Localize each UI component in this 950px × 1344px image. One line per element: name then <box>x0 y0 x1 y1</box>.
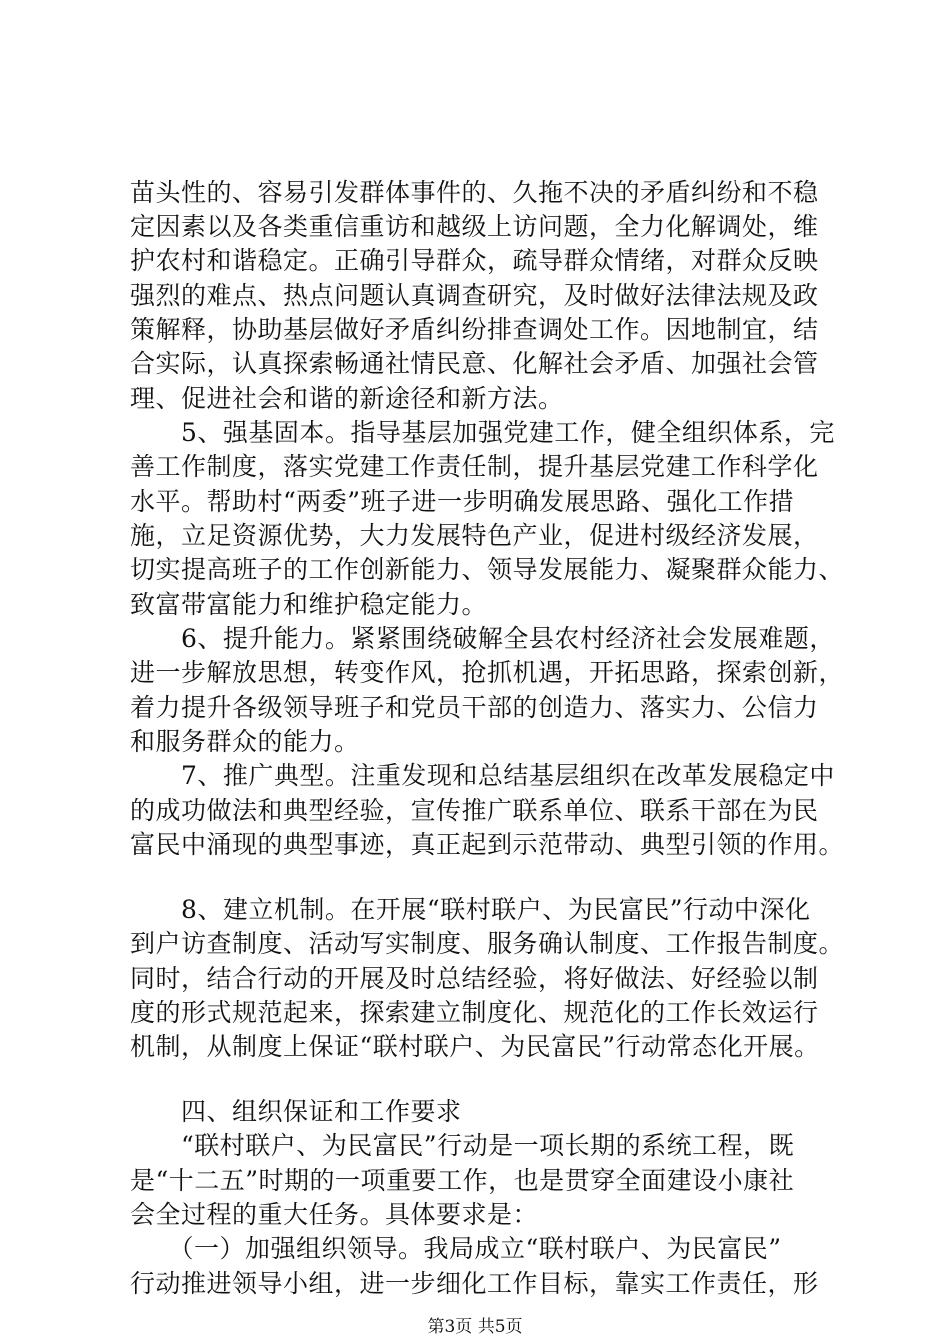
text-line: 切实提高班子的工作创新能力、领导发展能力、凝聚群众能力、 <box>130 555 845 584</box>
text-line: 进一步解放思想，转变作风，抢抓机遇，开拓思路，探索创新， <box>130 658 845 687</box>
text-line: 护农村和谐稳定。正确引导群众，疏导群众情绪，对群众反映 <box>130 246 819 275</box>
text-line: 强烈的难点、热点问题认真调查研究，及时做好法律法规及政 <box>130 281 819 310</box>
text-line: 是“十二五”时期的一项重要工作，也是贯穿全面建设小康社 <box>130 1166 795 1195</box>
text-line: 致富带富能力和维护稳定能力。 <box>130 590 488 619</box>
text-line: 行动推进领导小组，进一步细化工作目标，靠实工作责任，形 <box>130 1269 819 1298</box>
text-line: 度的形式规范起来，探索建立制度化、规范化的工作长效运行 <box>130 998 819 1027</box>
text-line: （一）加强组织领导。我局成立“联村联户、为民富民” <box>130 1234 782 1263</box>
section-heading: 四、组织保证和工作要求 <box>130 1097 462 1126</box>
text-line: 7、推广典型。注重发现和总结基层组织在改革发展稳定中 <box>130 761 835 790</box>
text-line: 机制，从制度上保证“联村联户、为民富民”行动常态化开展。 <box>130 1032 820 1061</box>
text-line: 同时，结合行动的开展及时总结经验，将好做法、好经验以制 <box>130 964 819 993</box>
text-line: 定因素以及各类重信重访和越级上访问题，全力化解调处，维 <box>130 212 819 241</box>
text-line: 理、促进社会和谐的新途径和新方法。 <box>130 384 564 413</box>
text-line: 到户访查制度、活动写实制度、服务确认制度、工作报告制度。 <box>130 929 845 958</box>
text-line: 会全过程的重大任务。具体要求是： <box>130 1200 539 1229</box>
text-line: 水平。帮助村“两委”班子进一步明确发展思路、强化工作措 <box>130 487 795 516</box>
text-line: 8、建立机制。在开展“联村联户、为民富民”行动中深化 <box>130 895 811 924</box>
text-line: 和服务群众的能力。 <box>130 727 360 756</box>
text-line: 施，立足资源优势，大力发展特色产业，促进村级经济发展， <box>130 521 819 550</box>
text-line: 苗头性的、容易引发群体事件的、久拖不决的矛盾纠纷和不稳 <box>130 178 819 207</box>
page-footer: 第3页 共5页 <box>427 1317 523 1337</box>
text-line: 6、提升能力。紧紧围绕破解全县农村经济社会发展难题， <box>130 624 835 653</box>
text-line: 的成功做法和典型经验，宣传推广联系单位、联系干部在为民 <box>130 796 819 825</box>
text-line: 善工作制度，落实党建工作责任制，提升基层党建工作科学化 <box>130 452 819 481</box>
text-line: 策解释，协助基层做好矛盾纠纷排查调处工作。因地制宜，结 <box>130 315 819 344</box>
text-line: 合实际，认真探索畅通社情民意、化解社会矛盾、加强社会管 <box>130 349 819 378</box>
text-line: “联村联户、为民富民”行动是一项长期的系统工程，既 <box>130 1131 795 1160</box>
text-line: 5、强基固本。指导基层加强党建工作，健全组织体系，完 <box>130 418 835 447</box>
text-line: 富民中涌现的典型事迹，真正起到示范带动、典型引领的作用。 <box>130 830 845 859</box>
text-line: 着力提升各级领导班子和党员干部的创造力、落实力、公信力 <box>130 693 819 722</box>
